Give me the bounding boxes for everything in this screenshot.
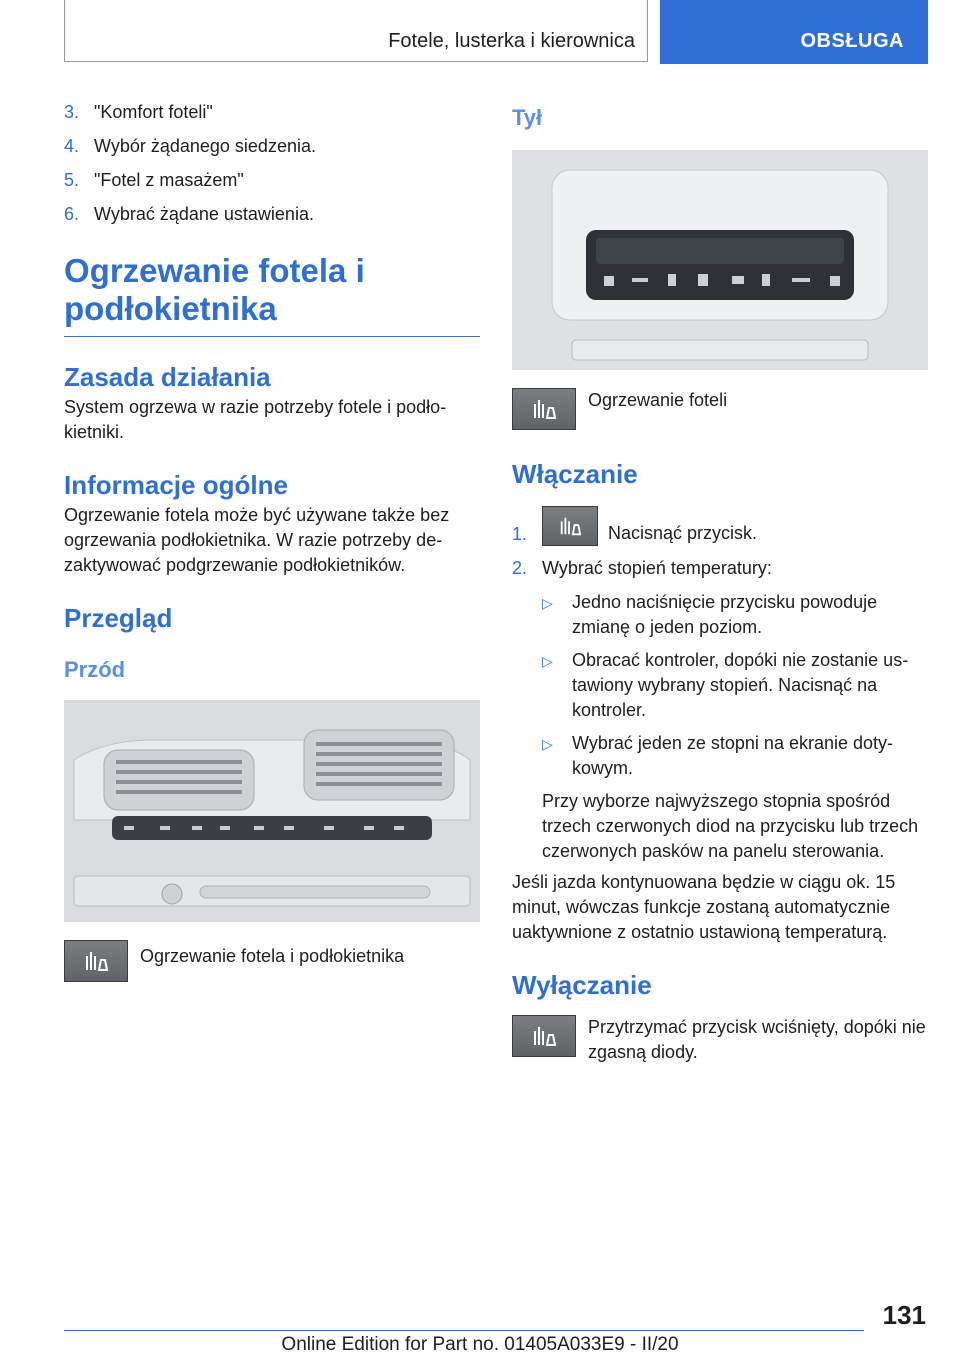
list-item	[512, 556, 928, 580]
rear-caption-row	[512, 388, 928, 430]
general-text: Ogrzewanie fotela może być używane także bez ogrzewania podłokietnika. W razie potrzeby dezaktywować podgrzewanie podłokietników.	[64, 505, 450, 575]
chapter-title: Fotele, lusterka i kierownica	[388, 30, 635, 52]
overview-heading: Przegląd	[64, 603, 173, 633]
triangle-bullet-icon: ▷	[542, 653, 553, 669]
triangle-bullet-icon: ▷	[542, 736, 553, 752]
list-item	[542, 731, 928, 781]
sub-text: Wybrać jeden ze stopni na ekranie dotykowym.	[572, 733, 894, 778]
footer-divider	[64, 1330, 864, 1331]
off-heading: Wyłączanie	[512, 970, 652, 1000]
sub-text: Jedno naciśnięcie przycisku powoduje zmianę o jeden poziom.	[572, 592, 878, 637]
step-text: Wybrać żądane ustawienia.	[94, 204, 314, 224]
front-console-photo	[64, 700, 480, 922]
step-text: "Fotel z masażem"	[94, 170, 244, 190]
rear-heading: Tył	[512, 105, 543, 130]
section-tab-label: OBSŁUGA	[800, 30, 904, 52]
front-console-illustration	[64, 700, 480, 922]
step-text: Nacisnąć przycisk.	[608, 523, 758, 543]
list-item	[512, 506, 928, 546]
seat-heating-icon	[542, 506, 598, 546]
seat-heating-glyph	[529, 396, 559, 422]
step-text: Wybrać stopień temperatury:	[542, 558, 772, 578]
section-heading: Ogrzewanie fotela i podłokietnika	[64, 252, 480, 337]
footer-edition: Online Edition for Part no. 01405A033E9 - II/20	[281, 1334, 679, 1355]
seat-heating-icon	[512, 388, 576, 430]
step-text: Wybór żądanego siedzenia.	[94, 136, 316, 156]
page-header	[64, 0, 928, 64]
rear-caption: Ogrzewanie foteli	[588, 390, 728, 410]
general-heading: Informacje ogólne	[64, 470, 288, 500]
seat-heating-glyph	[81, 948, 111, 974]
on-steps-list	[512, 506, 928, 580]
seat-heating-icon	[512, 1015, 576, 1057]
list-item	[64, 134, 480, 158]
step-text: "Komfort foteli"	[94, 102, 213, 122]
list-item	[64, 202, 480, 226]
seat-heating-glyph	[529, 1023, 559, 1049]
auto-off-text: Jeśli jazda kontynuowana będzie w ciągu ok. 15 minut, wówczas funkcje zostaną automatycznie uaktywnione z ostatnio ustawioną temperaturą.	[512, 872, 896, 942]
list-item	[64, 168, 480, 192]
triangle-bullet-icon: ▷	[542, 595, 553, 611]
list-item	[64, 100, 480, 124]
front-caption: Ogrzewanie fotela i podłokietnika	[140, 946, 405, 966]
step-number: 2.	[512, 558, 528, 578]
steps-list	[64, 100, 480, 226]
on-heading: Włączanie	[512, 459, 638, 489]
list-item	[542, 590, 928, 640]
on-sub-list	[542, 590, 928, 781]
front-heading: Przód	[64, 657, 126, 682]
principle-text: System ogrzewa w razie potrzeby fotele i podłokietniki.	[64, 397, 447, 442]
left-column	[64, 100, 480, 982]
section-tab[interactable]	[660, 0, 928, 64]
step-number: 1.	[512, 524, 528, 544]
sub-text: Obracać kontroler, dopóki nie zostanie ustawiony wybrany stopień. Nacisnąć na kontroler.	[572, 650, 909, 720]
step-number: 5.	[64, 170, 80, 190]
rear-console-illustration	[512, 150, 928, 370]
on-sub-block	[512, 590, 928, 864]
step-number: 6.	[64, 204, 80, 224]
seat-heating-glyph	[556, 514, 584, 538]
header-title-box	[64, 0, 648, 62]
off-row	[512, 1015, 928, 1065]
page-number: 131	[882, 1300, 926, 1330]
seat-heating-icon	[64, 940, 128, 982]
list-item	[542, 648, 928, 723]
off-text: Przytrzymać przycisk wciśnięty, dopóki nie zgasną diody.	[588, 1017, 926, 1062]
step-number: 4.	[64, 136, 80, 156]
rear-console-photo	[512, 150, 928, 370]
on-note: Przy wyborze najwyższego stopnia spośród trzech czerwonych diod na przycisku lub trzech czerwonych pasków na panelu sterowania.	[542, 791, 919, 861]
step-number: 3.	[64, 102, 80, 122]
front-caption-row	[64, 940, 480, 982]
principle-heading: Zasada działania	[64, 362, 271, 392]
right-column	[512, 100, 928, 1065]
